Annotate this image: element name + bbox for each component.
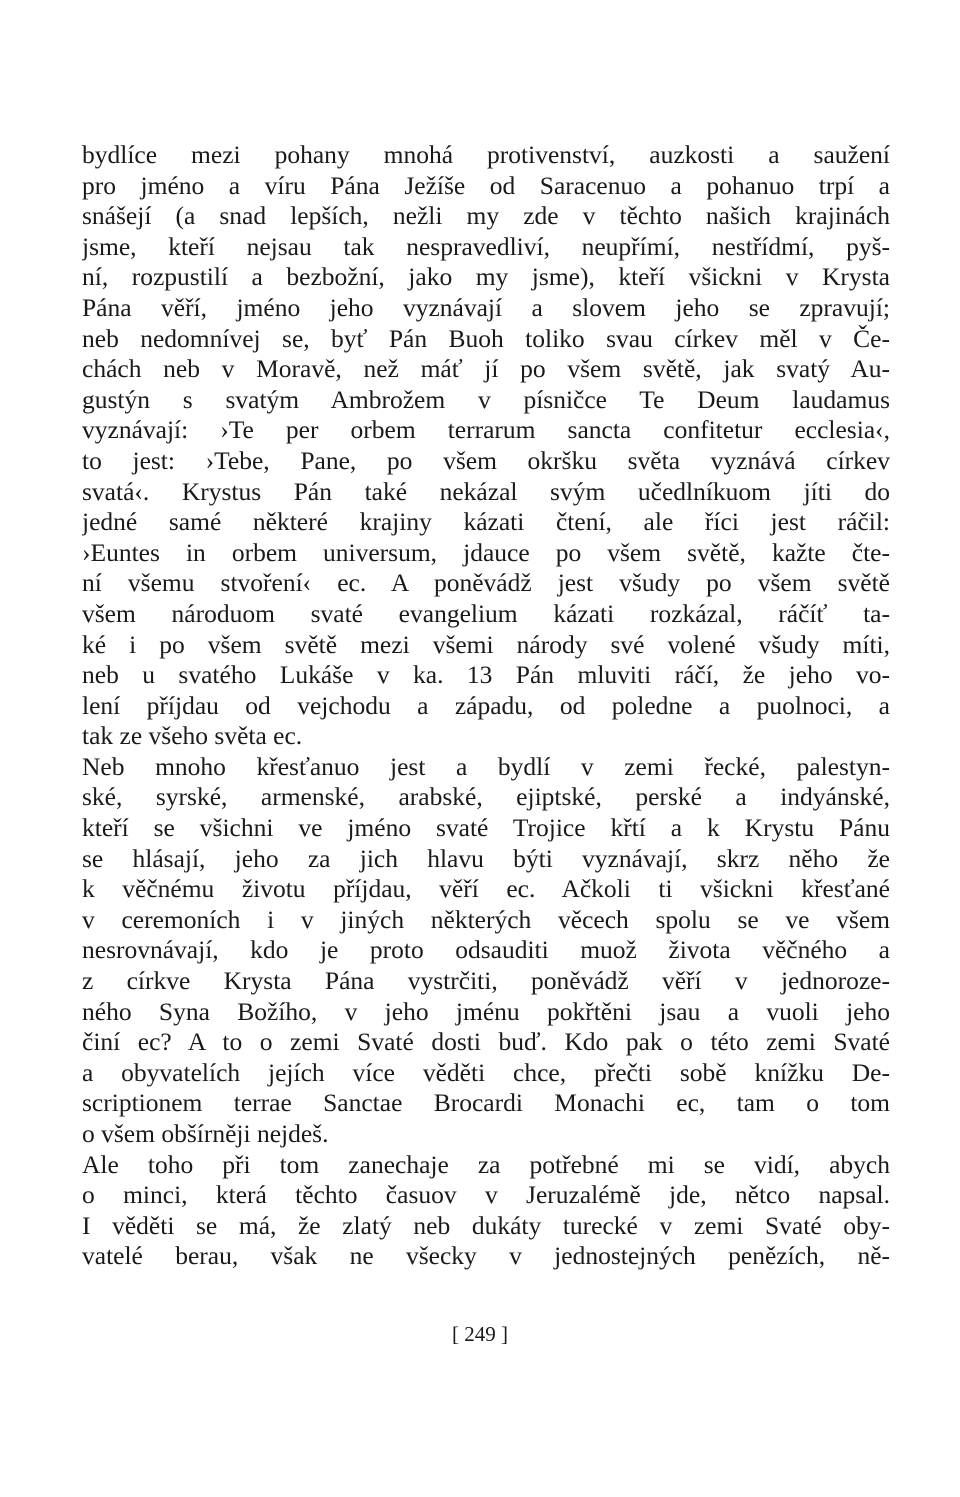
paragraph-1 [82,140,890,752]
text-line: kteří se všichni ve jméno svaté Trojice křtí a k Krystu Pánu [82,813,890,843]
text-line: nesrovnávají, kdo je proto odsauditi muož života věčného a [82,935,890,965]
text-line: I věděti se má, že zlatý neb dukáty turecké v zemi Svaté oby- [82,1210,890,1240]
text-line: jedné samé některé krajiny kázati čtení, ale říci jest ráčil: [82,507,890,537]
text-line: Neb mnoho křesťanuo jest a bydlí v zemi řecké, palestyn- [82,751,890,781]
page-number: [ 249 ] [452,1322,508,1346]
text-line: vyznávají: ›Te per orbem terrarum sancta confitetur ecclesia‹, [82,415,890,445]
text-line: o všem obšírněji nejdeš. [82,1119,329,1148]
text-line: Pána věří, jméno jeho vyznávají a slovem jeho se zpravují; [82,292,890,322]
text-line: to jest: ›Tebe, Pane, po všem okršku světa vyznává církev [82,445,890,475]
text-line: jsme, kteří nejsau tak nespravedliví, neupřímí, nestřídmí, pyš- [82,231,890,261]
text-line: a obyvatelích jejích více věděti chce, přečti sobě knížku De- [82,1057,890,1087]
text-line: snášejí (a snad lepších, nežli my zde v těchto našich krajinách [82,201,890,231]
text-line: k věčnému životu příjdau, věří ec. Ačkoli ti všickni křesťané [82,874,890,904]
text-line: ké i po všem světě mezi všemi národy své volené všudy míti, [82,629,890,659]
text-line: tak ze všeho světa ec. [82,721,303,751]
text-line: gustýn s svatým Ambrožem v písničce Te Deum laudamus [82,384,890,414]
text-line: svatá‹. Krystus Pán také nekázal svým učedlníkuom jíti do [82,476,890,506]
text-line: v ceremoních i v jiných některých věcech spolu se ve všem [82,904,890,934]
text-line: ní, rozpustilí a bezbožní, jako my jsme), kteří všickni v Krysta [82,262,890,292]
text-line: o minci, která těchto časuov v Jeruzalémě jde, nětco napsal. [82,1180,890,1210]
text-line: neb nedomnívej se, byť Pán Buoh toliko svau církev měl v Če- [82,323,890,353]
text-line: scriptionem terrae Sanctae Brocardi Monachi ec, tam o tom [82,1088,890,1118]
text-line: ské, syrské, armenské, arabské, ejiptské, perské a indyánské, [82,782,890,812]
text-line: ní všemu stvoření‹ ec. A poněvádž jest všudy po všem světě [82,568,890,598]
text-line: se hlásají, jeho za jich hlavu býti vyznávají, skrz něho že [82,843,890,873]
text-line: vatelé berau, však ne všecky v jednostejných penězích, ně- [82,1241,890,1271]
text-line: ›Euntes in orbem universum, jdauce po všem světě, kažte čte- [82,537,890,567]
paragraph-2 [82,752,890,1150]
text-line: chách neb v Moravě, než máť jí po všem světě, jak svatý Au- [82,354,890,384]
text-line: bydlíce mezi pohany mnohá protivenství, auzkosti a saužení [82,140,890,169]
text-line: Ale toho při tom zanechaje za potřebné mi se vidí, abych [82,1149,890,1179]
text-line: ného Syna Božího, v jeho jménu pokřtěni jsau a vuoli jeho [82,996,890,1026]
paragraph-3 [82,1150,890,1272]
text-line: z církve Krysta Pána vystrčiti, poněvádž věří v jednorozе- [82,966,890,996]
text-line: všem národuom svaté evangelium kázati rozkázal, ráčíť ta- [82,598,890,628]
text-line: činí ec? A to o zemi Svaté dosti buď. Kdo pak o této zemi Svaté [82,1027,890,1057]
page-body [82,140,890,1272]
text-line: lení příjdau od vejchodu a západu, od poledne a puolnoci, a [82,690,890,720]
text-line: neb u svatého Lukáše v ka. 13 Pán mluviti ráčí, že jeho vo- [82,660,890,690]
text-line: pro jméno a víru Pána Ježíše od Saracenuo a pohanuo trpí a [82,170,890,200]
